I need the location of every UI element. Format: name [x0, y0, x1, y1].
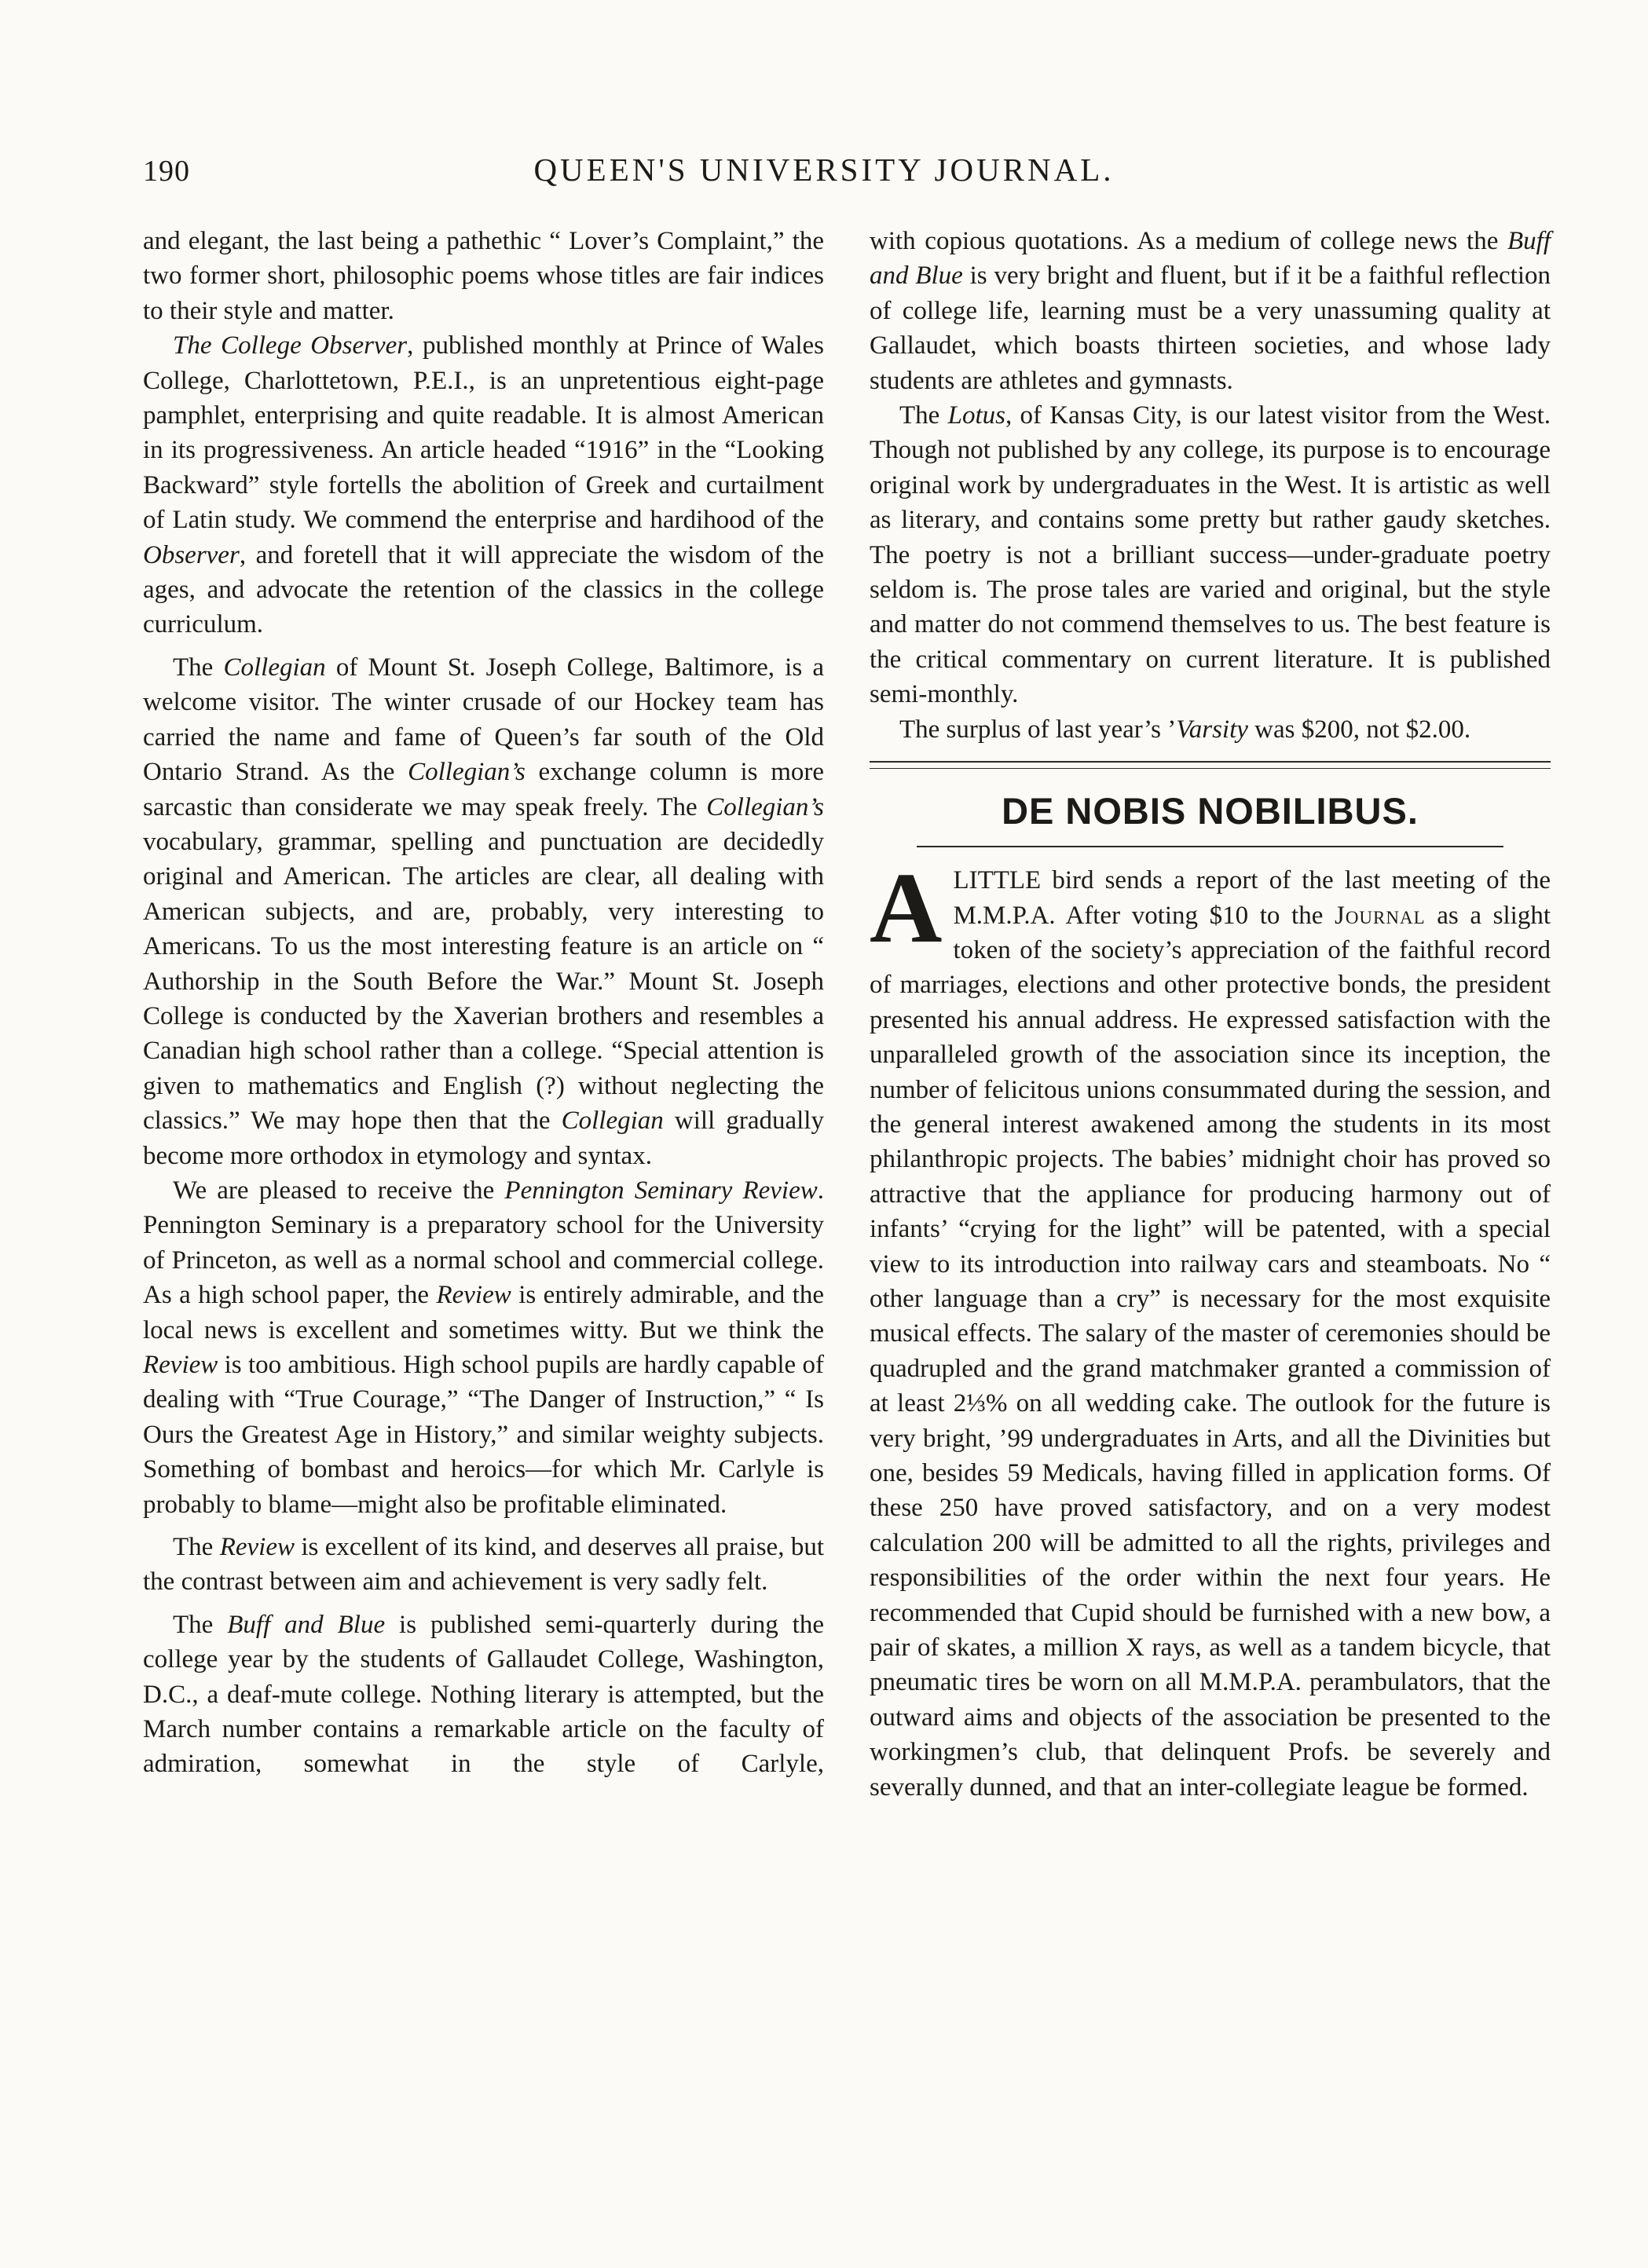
left-column	[143, 224, 824, 1782]
publication-title: Review	[143, 1351, 218, 1379]
drop-cap: A	[870, 852, 943, 964]
section-title: DE NOBIS NOBILIBUS.	[1002, 790, 1419, 832]
publication-title: Collegian	[223, 653, 326, 682]
publication-title: Review	[436, 1281, 511, 1310]
publication-title: Pennington Seminary Review	[504, 1176, 818, 1205]
publication-title: Collegian’s	[706, 792, 824, 821]
publication-title: Lotus	[947, 401, 1005, 430]
paragraph-buff-and-blue: The Buff and Blue is published semi-quarterly during the college year by the students of Gallaudet College, Washington, D.C., a deaf-mute college. Nothing literary is attempted, but the March number contains a remarkable article on the faculty of admiration, somewhat in the style of Carlyle,	[143, 1610, 824, 1779]
publication-title: Observer	[143, 540, 240, 569]
section-divider	[870, 761, 1551, 769]
journal-word: Journal	[1334, 901, 1426, 930]
publication-title: The College Observer	[173, 331, 408, 360]
journal-title: QUEEN'S UNIVERSITY JOURNAL.	[533, 152, 1115, 188]
running-head	[0, 151, 1648, 198]
publication-title: Buff and Blue	[870, 227, 1551, 291]
paragraph-pennington-review: We are pleased to receive the Pennington Seminary Review. Pennington Seminary is a preparatory school for the University of Princeton, as well as a normal school and commercial college. As a high school paper, the Review is entirely admirable, and the local news is excellent and sometimes witty. But we think the Review is too ambitious. High school pupils are hardly capable of dealing with “True Courage,” “The Danger of Instruction,” “ Is Ours the Greatest Age in History,” and similar weighty subjects. Something of bombast and heroics—for which Mr. Carlyle is probably to blame—might also be profitable eliminated.	[143, 1176, 824, 1519]
publication-title: Buff and Blue	[227, 1610, 386, 1639]
publication-title: Varsity	[1176, 715, 1248, 744]
title-underline	[917, 846, 1503, 847]
publication-title: Collegian	[561, 1107, 664, 1136]
right-column	[870, 224, 1551, 1805]
paragraph-varsity-surplus: The surplus of last year’s ’Varsity was $200, not $2.00.	[899, 715, 1471, 744]
page-number: 190	[143, 155, 190, 188]
publication-title: Review	[219, 1533, 295, 1562]
paragraph-collegian: The Collegian of Mount St. Joseph College, Baltimore, is a welcome visitor. The winter crusade of our Hockey team has carried the name and fame of Queen’s far south of the Old Ontario Strand. As the Collegian’s exchange column is more sarcastic than considerate we may speak freely. The Collegian’s vocabulary, grammar, spelling and punctuation are decidedly original and American. The articles are clear, all dealing with American subjects, and are, probably, very interesting to Americans. To us the most interesting feature is an article on “ Authorship in the South Before the War.” Mount St. Joseph College is conducted by the Xaverian brothers and resembles a Canadian high school rather than a college. “Special attention is given to mathematics and English (?) without neglecting the classics.” We may hope then that the Collegian will gradually become more orthodox in etymology and syntax.	[143, 653, 825, 1170]
paragraph-college-observer: The College Observer, published monthly at Prince of Wales College, Charlottetown, P.E.I., is an unpretentious eight-page pamphlet, enterprising and quite readable. It is almost American in its progressiveness. An article headed “1916” in the “Looking Backward” style fortells the abolition of Greek and curtailment of Latin study. We commend the enterprise and hardihood of the Observer, and foretell that it will appreciate the wisdom of the ages, and advocate the retention of the classics in the college curriculum.	[143, 331, 824, 639]
paragraph-lovers-complaint: and elegant, the last being a pathethic “ Lover’s Complaint,” the two former short, philosophic poems whose titles are fair indices to their style and matter.	[143, 227, 824, 325]
publication-title: Collegian’s	[408, 758, 526, 787]
article-mmpa-report: ALITTLE bird sends a report of the last meeting of the M.M.P.A. After voting $10 to the Journal as a slight token of the society’s appreciation of the faithful record of marriages, elections and other protective bonds, the president presented his annual address. He expressed satisfaction with the unparalleled growth of the association since its inception, the number of felicitous unions consummated during the session, and the general interest awakened among the students in its most philanthropic projects. The babies’ midnight choir has proved so attractive that the appliance for producing harmony out of infants’ “crying for the light” will be patented, with a special view to its introduction into railway cars and steamboats. No “ other language than a cry” is necessary for the most exquisite musical effects. The salary of the master of ceremonies should be quadrupled and the grand matchmaker granted a commission of at least 2⅓% on all wedding cake. The outlook for the future is very bright, ’99 undergraduates in Arts, and all the Divinities but one, besides 59 Medicals, having filled in application forms. Of these 250 have proved satisfactory, and on a very modest calculation 200 will be admitted to all the rights, privileges and responsibilities of the order within the next four years. He recommended that Cupid should be furnished with a new bow, a pair of skates, a million X rays, as well as a tandem bicycle, that pneumatic tires be worn on all M.M.P.A. perambulators, that the outward aims and objects of the association be presented to the workingmen’s club, that delinquent Profs. be severely and severally dunned, and that an inter-collegiate league be formed.	[870, 852, 1551, 1802]
paragraph-review-excellent: The Review is excellent of its kind, and deserves all praise, but the contrast between aim and achievement is very sadly felt.	[143, 1533, 824, 1597]
paragraph-lotus: The Lotus, of Kansas City, is our latest visitor from the West. Though not published by any college, its purpose is to encourage original work by undergraduates in the West. It is artistic as well as literary, and contains some pretty but rather gaudy sketches. The poetry is not a brilliant success—under-graduate poetry seldom is. The prose tales are varied and original, but the style and matter do not commend themselves to us. The best feature is the critical commentary on current literature. It is published semi-monthly.	[870, 401, 1551, 709]
paragraph-buff-and-blue-continued: with copious quotations. As a medium of college news the Buff and Blue is very bright and fluent, but if it be a faithful reflection of college life, learning must be a very unassuming quality at Gallaudet, which boasts thirteen societies, and whose lady students are athletes and gymnasts.	[870, 227, 1551, 395]
